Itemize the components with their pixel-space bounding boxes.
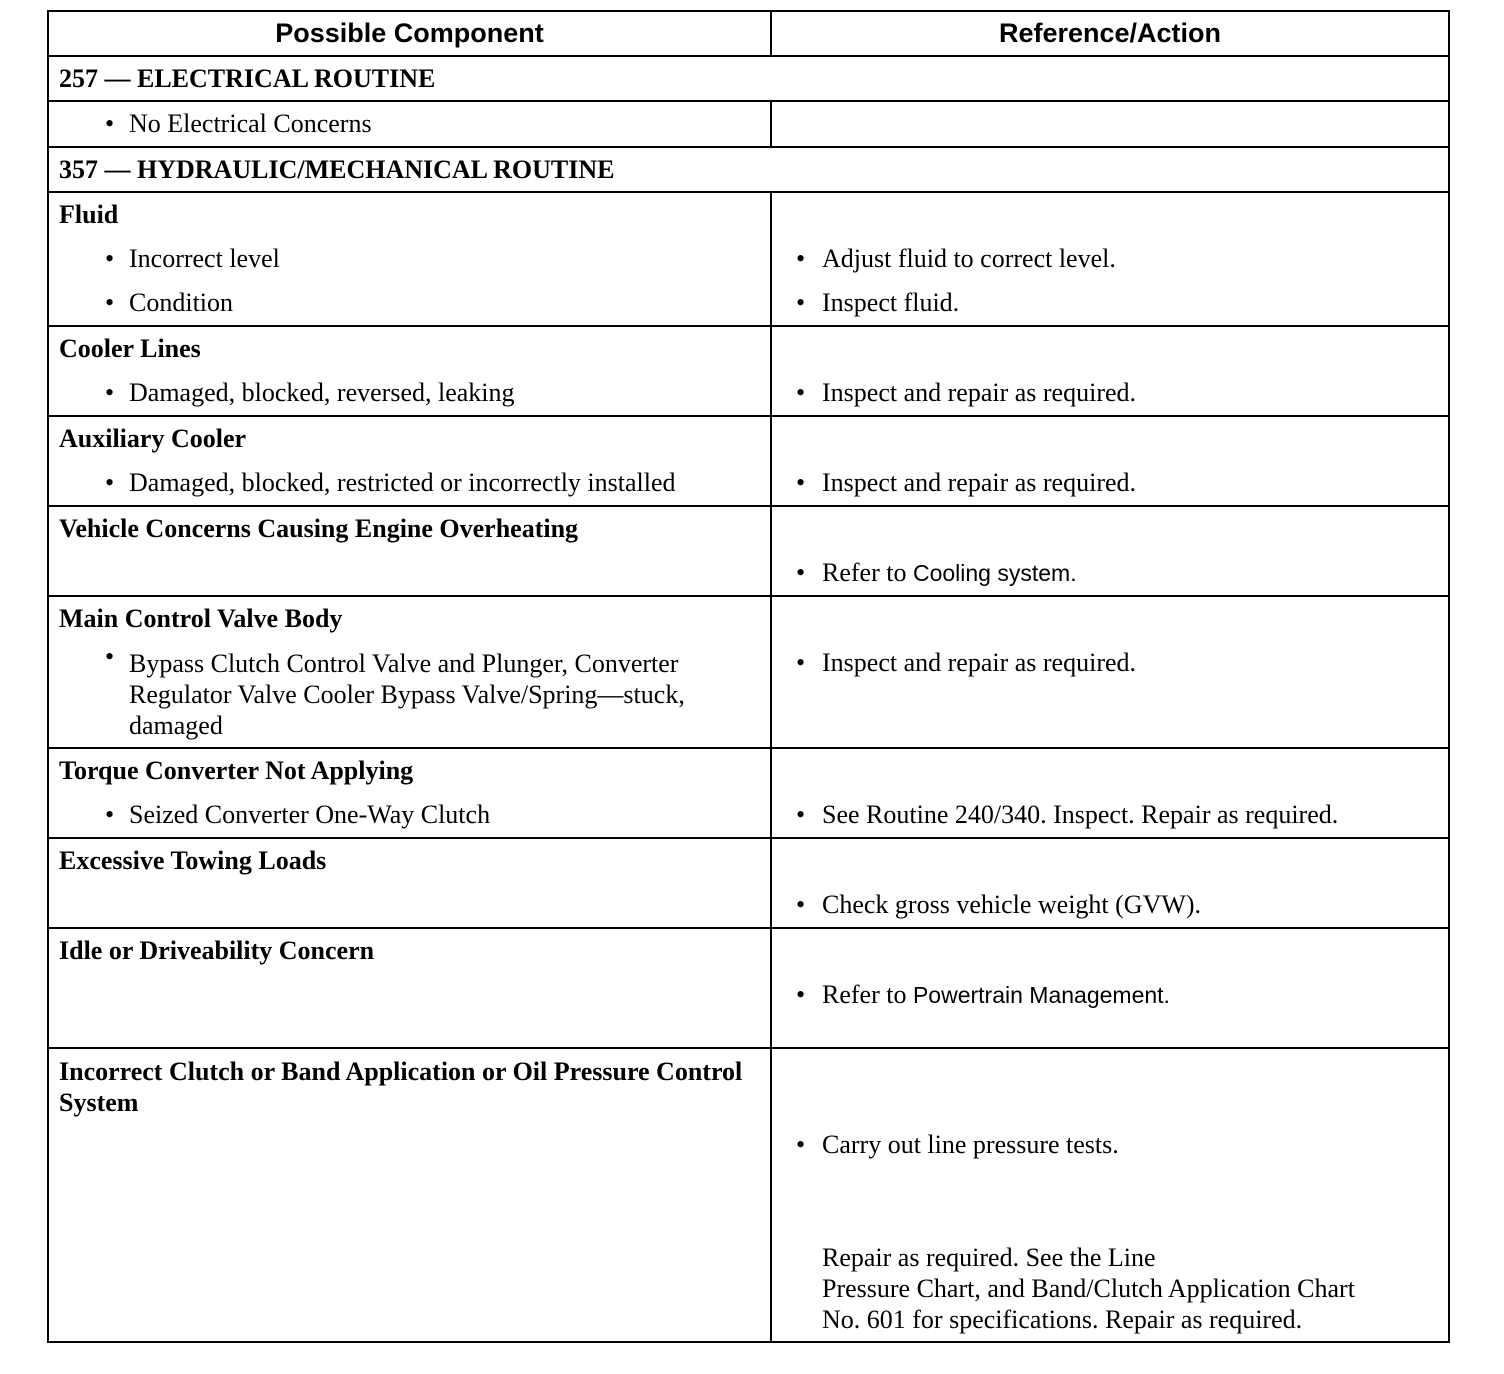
- aux-cooler-title: Auxiliary Cooler: [59, 424, 247, 453]
- component-cell: [48, 748, 771, 838]
- section-hydraulic-routine: 357 — HYDRAULIC/MECHANICAL ROUTINE: [48, 147, 1449, 192]
- fluid-action-level: • Adjust fluid to correct level.: [782, 237, 1438, 281]
- overheating-action-prefix: Refer to: [822, 558, 913, 587]
- header-possible-component: Possible Component: [48, 11, 771, 56]
- repair-line-1: Repair as required. See the Line: [822, 1243, 1156, 1272]
- action-cell: [771, 326, 1449, 416]
- table-row: [48, 748, 1449, 838]
- torque-item: • Seized Converter One-Way Clutch: [59, 793, 760, 837]
- valve-body-action: • Inspect and repair as required.: [782, 641, 1438, 685]
- cooler-lines-item: • Damaged, blocked, reversed, leaking: [59, 371, 760, 415]
- cooler-lines-action: • Inspect and repair as required.: [782, 371, 1438, 415]
- component-cell: [48, 326, 771, 416]
- action-cell: [771, 416, 1449, 506]
- component-cell: [48, 416, 771, 506]
- section-electrical-routine: 257 — ELECTRICAL ROUTINE: [48, 56, 1449, 101]
- table-row: [48, 506, 1449, 596]
- fluid-item-level: • Incorrect level: [59, 237, 760, 281]
- clutch-band-action-repair: [782, 1242, 1438, 1335]
- header-reference-action: Reference/Action: [771, 11, 1449, 56]
- repair-line-3: No. 601 for specifications. Repair as required.: [822, 1305, 1303, 1334]
- fluid-title: Fluid: [59, 200, 119, 229]
- aux-cooler-action: • Inspect and repair as required.: [782, 461, 1438, 505]
- action-cell: [771, 101, 1449, 147]
- component-cell: [48, 101, 771, 147]
- action-cell: [771, 596, 1449, 748]
- action-cell: [771, 192, 1449, 326]
- action-cell: [771, 838, 1449, 928]
- electrical-item: • No Electrical Concerns: [59, 102, 760, 146]
- action-cell: [771, 748, 1449, 838]
- clutch-band-action-tests: • Carry out line pressure tests.: [782, 1123, 1438, 1167]
- cooling-system-reference: Cooling system.: [912, 560, 1077, 586]
- powertrain-management-reference: Powertrain Management.: [912, 982, 1170, 1008]
- cooler-lines-title: Cooler Lines: [59, 334, 201, 363]
- table-row: [48, 101, 1449, 147]
- fluid-item-condition: • Condition: [59, 281, 760, 325]
- valve-body-title: Main Control Valve Body: [59, 604, 343, 633]
- section-row-electrical: [48, 56, 1449, 101]
- idle-title: Idle or Driveability Concern: [59, 936, 375, 965]
- idle-action-prefix: Refer to: [822, 980, 913, 1009]
- component-cell: [48, 596, 771, 748]
- valve-body-item: • Bypass Clutch Control Valve and Plunger, Converter Regulator Valve Cooler Bypass Valve/Spring—stuck, damaged: [59, 641, 760, 747]
- table-header-row: [48, 11, 1449, 56]
- table-row: [48, 1048, 1449, 1342]
- table-row: [48, 326, 1449, 416]
- idle-action: [782, 973, 1438, 1017]
- towing-action: • Check gross vehicle weight (GVW).: [782, 883, 1438, 927]
- section-row-hydraulic: [48, 147, 1449, 192]
- component-cell: [48, 838, 771, 928]
- component-cell: [48, 928, 771, 1048]
- torque-action: • See Routine 240/340. Inspect. Repair as required.: [782, 793, 1438, 837]
- component-cell: [48, 192, 771, 326]
- table-row: [48, 416, 1449, 506]
- overheating-title: Vehicle Concerns Causing Engine Overheating: [59, 514, 579, 543]
- torque-title: Torque Converter Not Applying: [59, 756, 414, 785]
- component-cell: [48, 506, 771, 596]
- diagnosis-table: [47, 10, 1450, 1343]
- repair-line-2: Pressure Chart, and Band/Clutch Application Chart: [822, 1274, 1355, 1303]
- table-row: [48, 192, 1449, 326]
- component-cell: [48, 1048, 771, 1342]
- towing-title: Excessive Towing Loads: [59, 846, 327, 875]
- aux-cooler-item: • Damaged, blocked, restricted or incorrectly installed: [59, 461, 760, 505]
- table-row: [48, 928, 1449, 1048]
- action-cell: [771, 506, 1449, 596]
- action-cell: [771, 1048, 1449, 1342]
- table-row: [48, 596, 1449, 748]
- table-row: [48, 838, 1449, 928]
- action-cell: [771, 928, 1449, 1048]
- fluid-action-condition: • Inspect fluid.: [782, 281, 1438, 325]
- overheating-action: [782, 551, 1438, 595]
- clutch-band-title: Incorrect Clutch or Band Application or Oil Pressure Control System: [59, 1057, 743, 1117]
